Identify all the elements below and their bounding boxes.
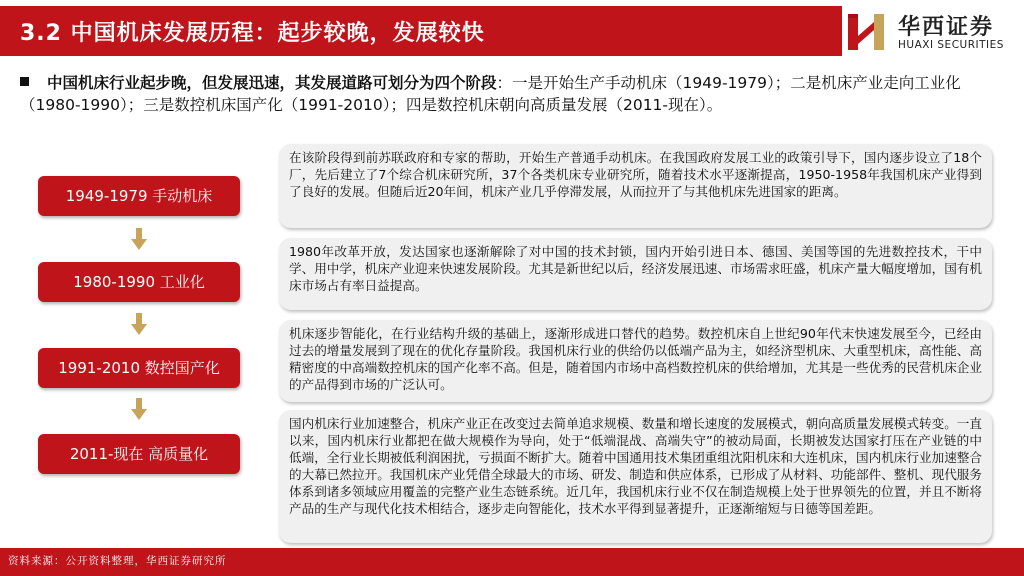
arrow-down-icon <box>131 313 147 335</box>
logo-name-cn: 华西证券 <box>898 15 995 40</box>
stage-2-label: 1980-1990 工业化 <box>38 262 240 302</box>
arrow-down-icon <box>131 398 147 420</box>
intro-text: ：一是开始生产手动机床（1949-1979）；二是机床产业走向工业化（1980-1990）；三是数控机床国产化（1991-2010）；四是数控机床朝向高质量发展（2011-现在）。 <box>20 74 961 114</box>
stage-1-label: 1949-1979 手动机床 <box>38 176 240 216</box>
stage-4-label: 2011-现在 高质量化 <box>38 434 240 474</box>
intro-bold-text: 中国机床行业起步晚，但发展迅速，其发展道路可划分为四个阶段 <box>47 74 497 92</box>
footer-bar <box>0 548 1024 576</box>
logo-name-en: HUAXI SECURITIES <box>898 39 1004 51</box>
header-bar <box>0 6 842 56</box>
stage-3-description: 机床逐步智能化，在行业结构升级的基础上，逐渐形成进口替代的趋势。数控机床自上世纪90年代末快速发展至今，已经由过去的增量发展到了现在的优化存量阶段。我国机床行业的供给仍以低端产品为主，如经济型机床、大重型机床，高性能、高精密度的中高端数控机床的国产化率不高。但是，随着国内市场中高档数控机床的供给增加，尤其是一些优秀的民营机床企业的产品得到市场的广泛认可。 <box>279 320 992 402</box>
page-title: 3.2 中国机床发展历程：起步较晚，发展较快 <box>20 21 485 46</box>
huaxi-logo-mark-icon <box>846 10 886 54</box>
intro-paragraph <box>20 72 1010 116</box>
stage-4-description: 国内机床行业加速整合，机床产业正在改变过去简单追求规模、数量和增长速度的发展模式，朝向高质量发展模式转变。一直以来，国内机床行业都把在做大规模作为导向，处于“低端混战、高端失守”的被动局面，长期被发达国家打压在产业链的中低端，全行业长期被低利润困扰，亏损面不断扩大。随着中国通用技术集团重组沈阳机床和大连机床，国内机床行业加速整合的大幕已然拉开。我国机床产业凭借全球最大的市场、研发、制造和供应体系，已形成了从材料、功能部件、整机、现代服务体系到诸多领域应用覆盖的完整产业生态链系统。近几年，我国机床行业不仅在制造规模上处于世界领先的位置，并且不断将产品的生产与现代化技术相结合，逐步走向智能化，技术水平得到显著提升，正逐渐缩短与日德等国差距。 <box>279 410 992 543</box>
stage-1-description: 在该阶段得到前苏联政府和专家的帮助，开始生产普通手动机床。在我国政府发展工业的政策引导下，国内逐步设立了18个厂，先后建立了7个综合机床研究所，37个各类机床专业研究所，随着技术水平逐渐提高，1950-1958年我国机床产业得到了良好的发展。但随后近20年间，机床产业几乎停滞发展，从而拉开了与其他机床先进国家的距离。 <box>279 144 992 228</box>
source-note: 资料来源：公开资料整理，华西证券研究所 <box>8 555 227 567</box>
arrow-down-icon <box>131 228 147 250</box>
bullet-square-icon <box>20 77 29 86</box>
brand-logo <box>846 8 1016 58</box>
stage-2-description: 1980年改革开放，发达国家也逐渐解除了对中国的技术封锁，国内开始引进日本、德国、美国等国的先进数控技术，干中学、用中学，机床产业迎来快速发展阶段。尤其是新世纪以后，经济发展迅速、市场需求旺盛，机床产量大幅度增加，国有机床市场占有率日益提高。 <box>279 238 992 310</box>
stage-3-label: 1991-2010 数控国产化 <box>38 348 240 388</box>
